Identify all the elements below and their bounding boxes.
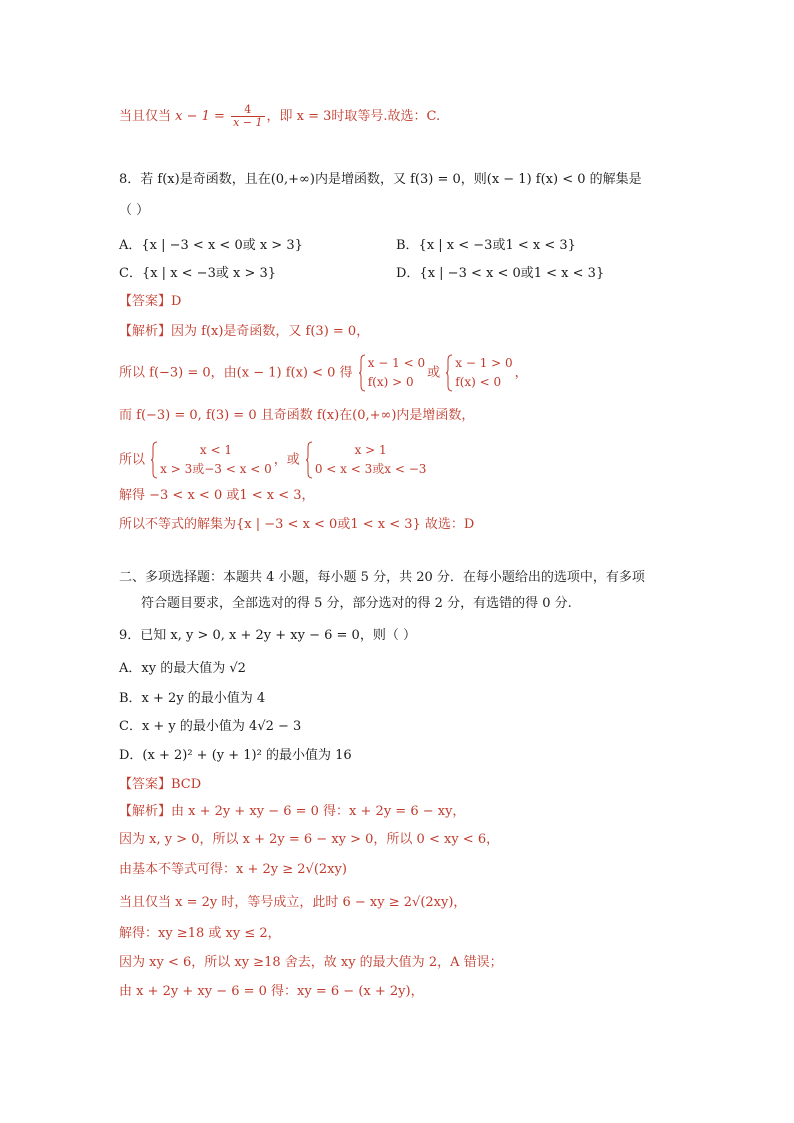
q8-sys2-row2: f(x) < 0 xyxy=(455,375,502,389)
q9-solution-5: 解得：xy ≥18 或 xy ≤ 2， xyxy=(119,926,281,941)
q7-frac-num: 4 xyxy=(231,104,264,117)
q8-system-2 xyxy=(446,354,512,392)
q8-sol2-end: ， xyxy=(514,365,528,381)
q8-system-1 xyxy=(359,354,425,392)
q8-sol2-text: 所以 f(−3) = 0，由(x − 1) f(x) < 0 得 xyxy=(119,365,353,381)
section2-heading-line1: 二、多项选择题：本题共 4 小题，每小题 5 分，共 20 分．在每小题给出的选项中，有多项 xyxy=(119,570,645,585)
q8-solution-1: 【解析】因为 f(x)是奇函数，又 f(3) = 0， xyxy=(119,324,370,339)
q9-solution-7: 由 x + 2y + xy − 6 = 0 得：xy = 6 − (x + 2y)， xyxy=(119,984,424,999)
q8-sys3-row2: x > 3或−3 < x < 0 xyxy=(160,462,272,476)
q9-solution-3: 由基本不等式可得：x + 2y ≥ 2√(2xy) xyxy=(119,862,347,877)
q9-solution-1: 【解析】由 x + 2y + xy − 6 = 0 得：x + 2y = 6 − xy， xyxy=(119,804,466,819)
q8-paren: （ ） xyxy=(119,203,150,218)
q7-lhs: x − 1 = xyxy=(175,109,225,124)
q8-stem: 8．若 f(x)是奇函数，且在(0,+∞)内是增函数，又 f(3) = 0，则(x − 1) f(x) < 0 的解集是 xyxy=(119,172,642,187)
q7-conclusion xyxy=(119,104,440,129)
brace-icon xyxy=(306,441,313,479)
q8-option-d: D．{x | −3 < x < 0或1 < x < 3} xyxy=(396,266,605,281)
section2-heading-line2: 符合题目要求，全部选对的得 5 分，部分选对的得 2 分，有选错的得 0 分. xyxy=(141,596,572,611)
q8-answer: 【答案】D xyxy=(119,294,182,309)
q8-sol2-or: 或 xyxy=(427,365,441,381)
q7-suffix: ，即 x = 3时取等号.故选：C. xyxy=(266,109,441,124)
q9-option-a: A．xy 的最大值为 √2 xyxy=(119,661,246,676)
q8-solution-4 xyxy=(119,441,428,479)
q7-prefix: 当且仅当 xyxy=(119,109,176,124)
q9-solution-4: 当且仅当 x = 2y 时，等号成立，此时 6 − xy ≥ 2√(2xy)， xyxy=(119,895,467,910)
q9-solution-6: 因为 xy < 6，所以 xy ≥18 舍去，故 xy 的最大值为 2，A 错误； xyxy=(119,955,503,970)
q9-stem: 9．已知 x, y > 0, x + 2y + xy − 6 = 0，则（ ） xyxy=(119,628,416,643)
q7-frac-den: x − 1 xyxy=(233,116,263,129)
q8-solution-2 xyxy=(119,354,528,392)
q8-sys2-row1: x − 1 > 0 xyxy=(455,356,513,370)
q8-sys4-row2: 0 < x < 3或x < −3 xyxy=(314,462,427,476)
q8-sys3-row1: x < 1 xyxy=(199,443,232,457)
q7-fraction xyxy=(231,104,264,129)
q9-option-b: B．x + 2y 的最小值为 4 xyxy=(119,691,266,706)
q8-sys1-row2: f(x) > 0 xyxy=(367,375,414,389)
q9-option-c: C．x + y 的最小值为 4√2 − 3 xyxy=(119,719,302,734)
q8-solution-3: 而 f(−3) = 0, f(3) = 0 且奇函数 f(x)在(0,+∞)内是增函数， xyxy=(119,408,475,423)
q8-sys1-row1: x − 1 < 0 xyxy=(367,356,426,370)
q9-option-d: D．(x + 2)² + (y + 1)² 的最小值为 16 xyxy=(119,748,352,763)
q9-answer: 【答案】BCD xyxy=(119,777,202,792)
q8-sys4-row1: x > 1 xyxy=(354,443,387,457)
q9-solution-2: 因为 x, y > 0，所以 x + 2y = 6 − xy > 0，所以 0 < xy < 6， xyxy=(119,832,500,847)
q8-option-b: B．{x | x < −3或1 < x < 3} xyxy=(396,238,576,253)
brace-icon xyxy=(446,354,453,392)
brace-icon xyxy=(359,354,366,392)
q8-sol4-text: 所以 xyxy=(119,452,146,468)
q8-solution-5: 解得 −3 < x < 0 或1 < x < 3， xyxy=(119,488,315,503)
q8-system-4 xyxy=(306,441,427,479)
q8-option-c: C．{x | x < −3或 x > 3} xyxy=(119,266,277,281)
q8-system-3 xyxy=(151,441,272,479)
brace-icon xyxy=(151,441,158,479)
q8-option-a: A．{x | −3 < x < 0或 x > 3} xyxy=(119,238,303,253)
q8-sol4-or: ，或 xyxy=(273,452,300,468)
q8-solution-6: 所以不等式的解集为{x | −3 < x < 0或1 < x < 3} 故选：D xyxy=(119,517,475,532)
